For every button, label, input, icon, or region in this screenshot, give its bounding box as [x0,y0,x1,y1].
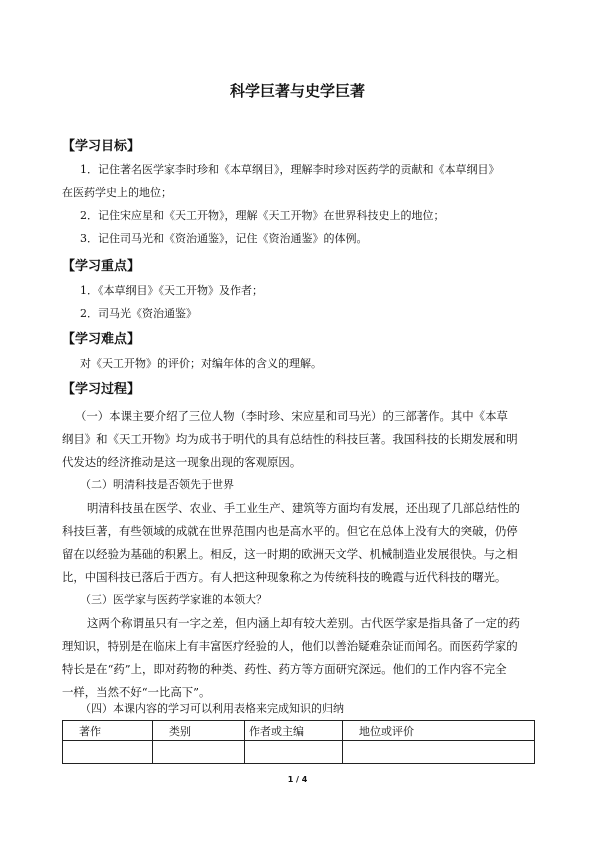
process-heading: 【学习过程】 [62,382,141,397]
table-header-cell: 类别 [153,721,245,741]
objectives-line-2: 在医药学史上的地位； [62,186,172,199]
process-p3-line-2: 理知识，特别是在临床上有丰富医疗经验的人，他们以善治疑难杂证而闻名。而医药学家的 [62,639,518,653]
process-p3-line-1: 这两个称谓虽只有一字之差，但内涵上却有较大差别。古代医学家是指具备了一定的药 [87,616,520,630]
process-p2-line-4: 比，中国科技已落后于西方。有人把这种现象称之为传统科技的晚霞与近代科技的曙光。 [62,570,507,584]
table-row [63,741,535,764]
difficulties-line-1: 对《天工开物》的评价；对编年体的含义的理解。 [80,357,322,370]
process-p3-line-3: 特长是在“药”上，即对药物的种类、药性、药方等方面研究深远。他们的工作内容不完全 [62,662,507,676]
process-p1-line-2: 纲目》和《天工开物》均为成书于明代的具有总结性的科技巨著。我国科技的长期发展和明 [62,432,518,446]
table-cell [153,741,245,764]
process-p3-line-4: 一样，当然不好“一比高下”。 [62,685,211,699]
table-cell [343,741,535,764]
process-p1-line-3: 代发达的经济推动是这一现象出现的客观原因。 [62,455,302,469]
page-number: 1 / 4 [287,775,308,784]
difficulties-heading: 【学习难点】 [62,332,141,347]
objectives-line-3: 2．记住宋应星和《天工开物》，理解《天工开物》在世界科技史上的地位； [80,209,445,222]
process-subheading-3: （三）医学家与医药学家谁的本领大？ [80,593,267,606]
key-points-line-2: 2．司马光《资治通鉴》 [80,307,197,320]
process-subheading-4: （四）本课内容的学习可以利用表格来完成知识的归纳 [80,702,344,715]
table-header-cell: 作者或主编 [245,721,343,741]
summary-table [62,720,535,764]
table-header-row [63,721,535,741]
key-points-heading: 【学习重点】 [62,259,141,274]
process-p1-line-1: （一）本课主要介绍了三位人物（李时珍、宋应星和司马光）的三部著作。其中《本草 [75,409,508,423]
table-cell [63,741,153,764]
table-header-cell: 著作 [63,721,153,741]
table-cell [245,741,343,764]
objectives-line-1: 1．记住著名医学家李时珍和《本草纲目》，理解李时珍对医药学的贡献和《本草纲目》 [80,163,500,176]
process-p2-line-3: 留在以经验为基础的积累上。相反，这一时期的欧洲天文学、机械制造业发展很快。与之相 [62,547,518,561]
page-title: 科学巨著与史学巨著 [229,82,365,100]
objectives-heading: 【学习目标】 [62,139,141,154]
process-subheading-2: （二）明清科技是否领先于世界 [80,478,234,491]
key-points-line-1: 1．《本草纲目》《天工开物》及作者； [80,284,263,297]
objectives-line-4: 3．记住司马光和《资治通鉴》，记住《资治通鉴》的体例。 [80,232,368,245]
process-p2-line-2: 科技巨著，有些领域的成就在世界范围内也是高水平的。但它在总体上没有大的突破，仍停 [62,524,518,538]
table-header-cell: 地位或评价 [343,721,535,741]
process-p2-line-1: 明清科技虽在医学、农业、手工业生产、建筑等方面均有发展，还出现了几部总结性的 [87,501,520,515]
